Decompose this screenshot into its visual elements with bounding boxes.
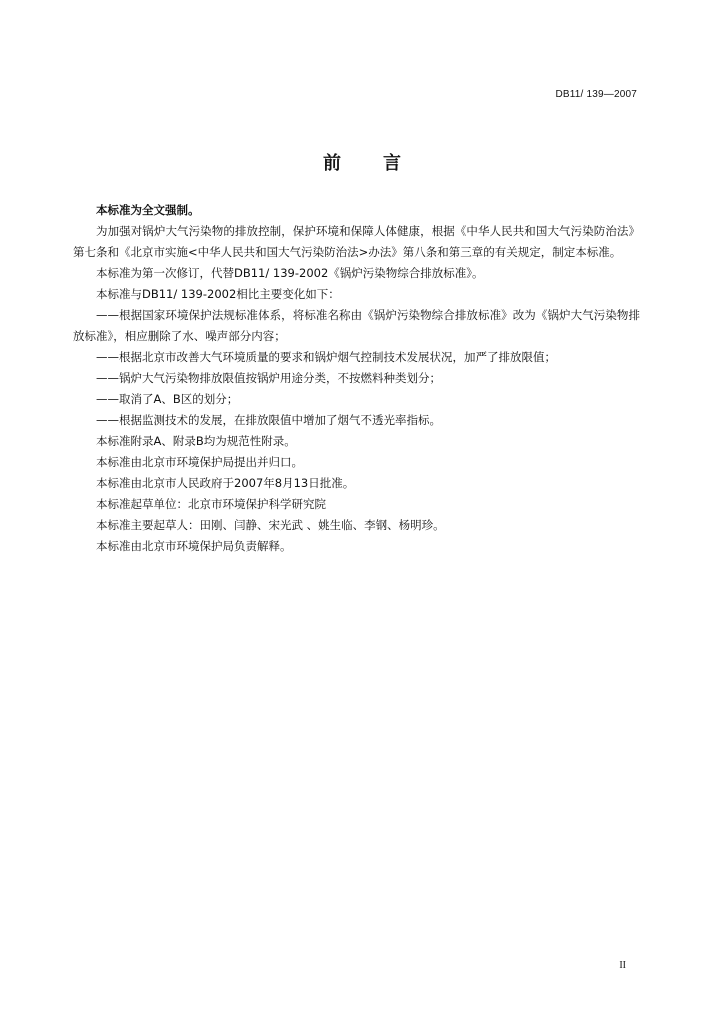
paragraph-interpretation: 本标准由北京市环境保护局负责解释。 xyxy=(96,539,292,553)
paragraph-change-5: ——根据监测技术的发展，在排放限值中增加了烟气不透光率指标。 xyxy=(96,413,441,427)
paragraph-change-4: ——取消了A、B区的划分； xyxy=(96,392,239,406)
paragraph-appendix: 本标准附录A、附录B均为规范性附录。 xyxy=(96,434,296,448)
paragraph-approval: 本标准由北京市人民政府于2007年8月13日批准。 xyxy=(96,476,355,490)
page-number: II xyxy=(619,960,626,971)
paragraph-change-1: ——根据国家环境保护法规标准体系，将标准名称由《锅炉污染物综合排放标准》改为《锅炉大气污染物排放标准》，相应删除了水、噪声部分内容； xyxy=(73,308,640,343)
paragraph-drafting-unit: 本标准起草单位：北京市环境保护科学研究院 xyxy=(96,497,326,511)
paragraph-revision: 本标准为第一次修订，代替DB11/ 139-2002《锅炉污染物综合排放标准》。 xyxy=(96,266,484,280)
paragraph-drafters: 本标准主要起草人：田刚、闫静、宋光武 、姚生临、李钢、杨明珍。 xyxy=(96,518,445,532)
paragraph-changes-intro: 本标准与DB11/ 139-2002相比主要变化如下： xyxy=(96,287,340,301)
document-code-header: DB11/ 139—2007 xyxy=(555,89,637,100)
paragraph-proposer: 本标准由北京市环境保护局提出并归口。 xyxy=(96,455,303,469)
paragraph-change-3: ——锅炉大气污染物排放限值按锅炉用途分类，不按燃料种类划分； xyxy=(96,371,441,385)
paragraph-mandatory-statement: 本标准为全文强制。 xyxy=(96,203,200,217)
paragraph-purpose: 为加强对锅炉大气污染物的排放控制，保护环境和保障人体健康，根据《中华人民共和国大气污染防治法》第七条和《北京市实施<中华人民共和国大气污染防治法>办法》第八条和第三章的有关规定，制定本标准。 xyxy=(73,224,640,259)
page-title: 前言 xyxy=(323,153,443,174)
paragraph-change-2: ——根据北京市改善大气环境质量的要求和锅炉烟气控制技术发展状况，加严了排放限值； xyxy=(96,350,556,364)
foreword-body xyxy=(73,200,640,557)
